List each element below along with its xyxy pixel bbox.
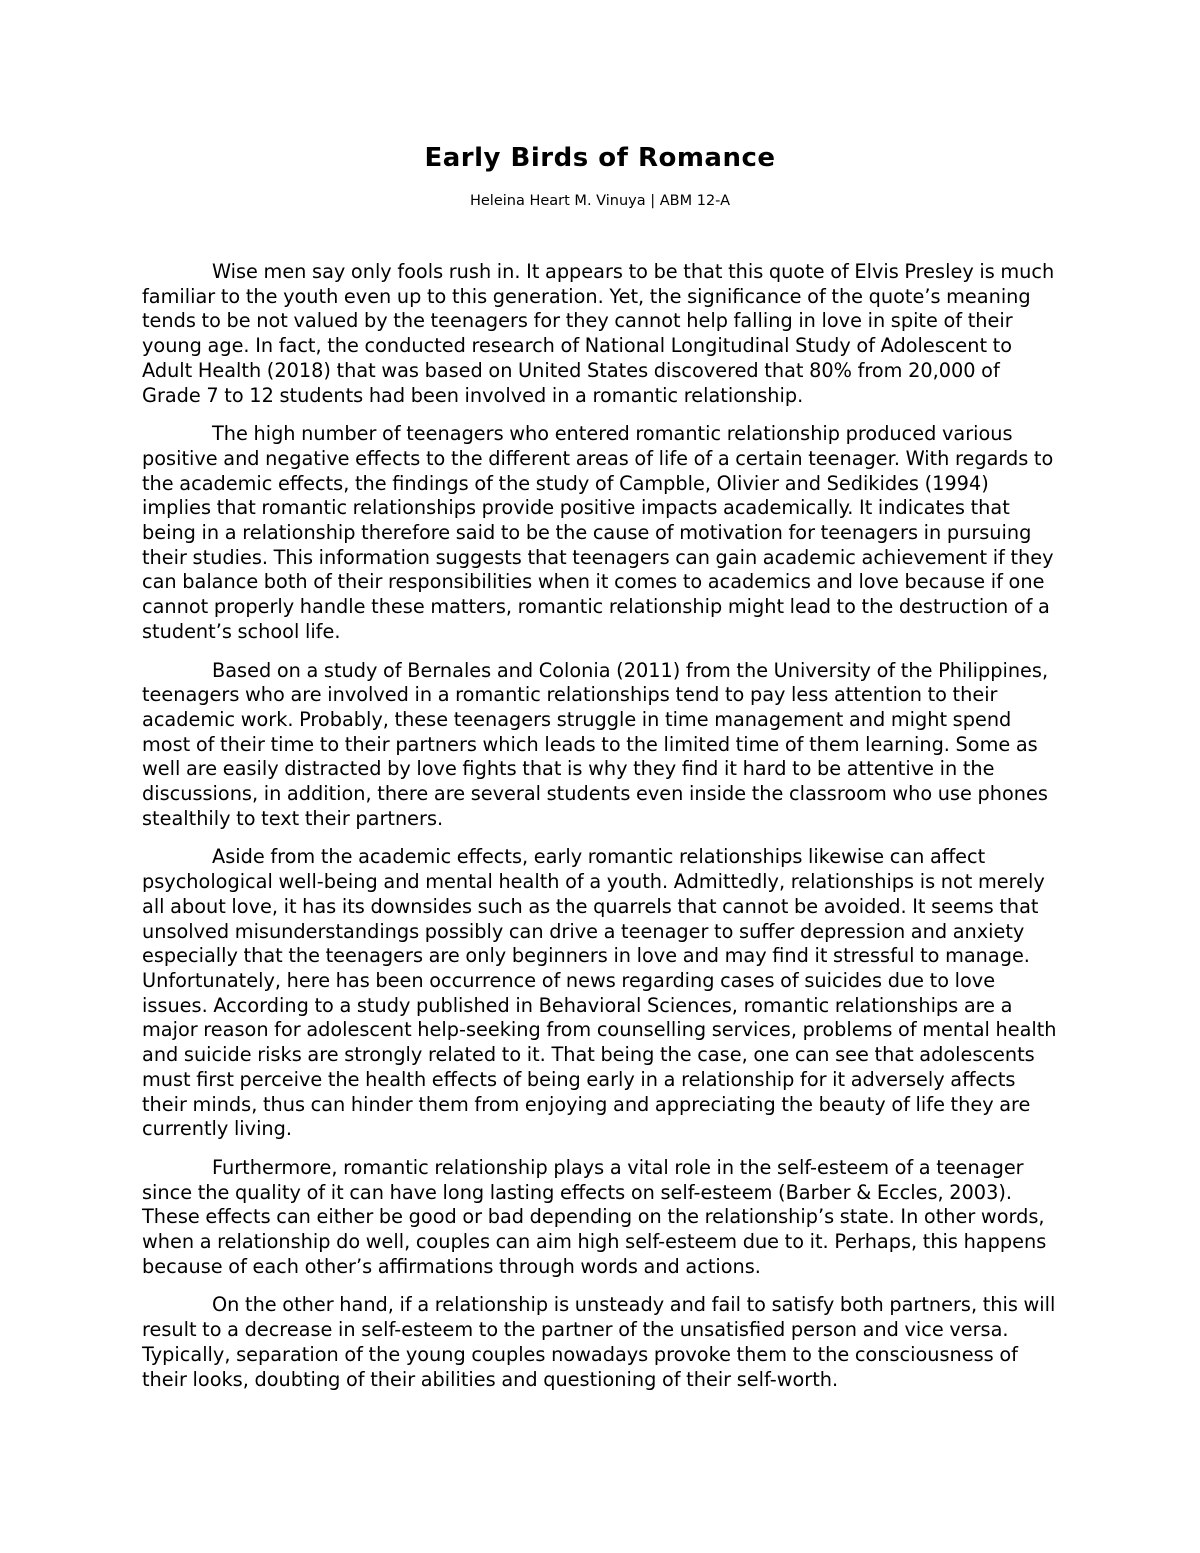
paragraph-6: On the other hand, if a relationship is unsteady and fail to satisfy both partners, this will result to a decrease in self-esteem to the partner of the unsatisfied person and vice versa. Typically, separation of the young couples nowadays provoke them to the consciousness of their looks, doubting of their abilities and questioning of their self-worth. — [142, 1293, 1056, 1391]
paragraph-3: Based on a study of Bernales and Colonia (2011) from the University of the Philippines, teenagers who are involved in a romantic relationships tend to pay less attention to their academic work. Probably, these teenagers struggle in time management and might spend most of their time to their partners which leads to the limited time of them learning. Some as well are easily distracted by love fights that is why they find it hard to be attentive in the discussions, in addition, there are several students even inside the classroom who use phones stealthily to text their partners. — [142, 658, 1049, 830]
paragraph-2: The high number of teenagers who entered romantic relationship produced various positive and negative effects to the different areas of life of a certain teenager. With regards to the academic effects, the findings of the study of Campble, Olivier and Sedikides (1994) implies that romantic relationships provide positive impacts academically. It indicates that being in a relationship therefore said to be the cause of motivation for teenagers in pursuing their studies. This information suggests that teenagers can gain academic achievement if they can balance both of their responsibilities when it comes to academics and love because if one cannot properly handle these matters, romantic relationship might lead to the destruction of a student’s school life. — [142, 422, 1054, 643]
document-title: Early Birds of Romance — [424, 143, 776, 173]
essay-body — [142, 260, 1060, 1406]
author-byline: Heleina Heart M. Vinuya | ABM 12-A — [469, 193, 731, 209]
paragraph-5: Furthermore, romantic relationship plays a vital role in the self-esteem of a teenager since the quality of it can have long lasting effects on self-esteem (Barber & Eccles, 2003). These effects can either be good or bad depending on the relationship’s state. In other words, when a relationship do well, couples can aim high self-esteem due to it. Perhaps, this happens because of each other’s affirmations through words and actions. — [142, 1155, 1047, 1278]
paragraph-4: Aside from the academic effects, early romantic relationships likewise can affect psychological well-being and mental health of a youth. Admittedly, relationships is not merely all about love, it has its downsides such as the quarrels that cannot be avoided. It seems that unsolved misunderstandings possibly can drive a teenager to suffer depression and anxiety especially that the teenagers are only beginners in love and may find it stressful to manage. Unfortunately, here has been occurrence of news regarding cases of suicides due to love issues. According to a study published in Behavioral Sciences, romantic relationships are a major reason for adolescent help-seeking from counselling services, problems of mental health and suicide risks are strongly related to it. That being the case, one can see that adolescents must first perceive the health effects of being early in a relationship for it adversely affects their minds, thus can hinder them from enjoying and appreciating the beauty of life they are currently living. — [142, 845, 1057, 1141]
paragraph-1: Wise men say only fools rush in. It appears to be that this quote of Elvis Presley is much familiar to the youth even up to this generation. Yet, the significance of the quote’s meaning tends to be not valued by the teenagers for they cannot help falling in love in spite of their young age. In fact, the conducted research of National Longitudinal Study of Adolescent to Adult Health (2018) that was based on United States discovered that 80% from 20,000 of Grade 7 to 12 students had been involved in a romantic relationship. — [142, 260, 1055, 407]
